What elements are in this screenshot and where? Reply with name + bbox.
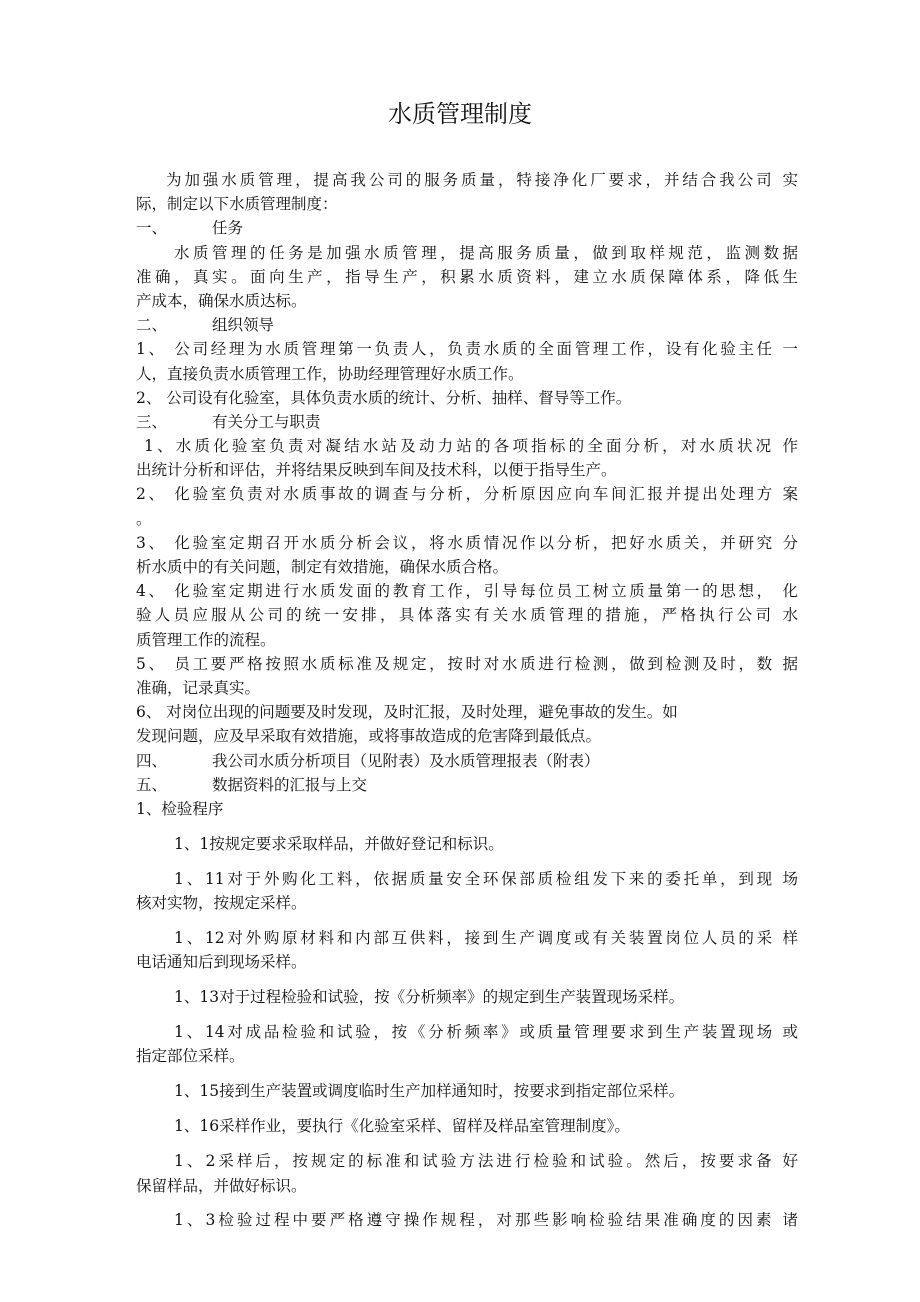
- paragraph-line: 6、 对岗位出现的问题要及时发现，及时汇报，及时处理，避免事故的发生。如: [136, 703, 678, 722]
- paragraph-line: 验人员应服从公司的统一安排，具体落实有关水质管理的措施，严格执行公司 水: [136, 606, 798, 625]
- section-number: 一、: [136, 219, 168, 238]
- document-title: 水质管理制度: [388, 100, 532, 128]
- section-number: 二、: [136, 316, 168, 335]
- section-title: 我公司水质分析项目（见附表）及水质管理报表（附表）: [212, 751, 600, 770]
- section-number: 五、: [136, 775, 168, 794]
- section-heading: [136, 216, 798, 240]
- paragraph-line: 指定部位采样。: [136, 1047, 245, 1066]
- paragraph-line: 1、16采样作业，要执行《化验室采样、留样及样品室管理制度》。: [174, 1117, 630, 1136]
- paragraph-line: 2、 化验室负责对水质事故的调查与分析，分析原因应向车间汇报并提出处理方 案: [136, 485, 798, 504]
- section-number: 四、: [136, 751, 168, 770]
- paragraph-line: 质管理工作的流程。: [136, 630, 276, 649]
- paragraph-line: 水质管理的任务是加强水质管理，提高服务质量，做到取样规范，监测数据: [174, 243, 798, 262]
- paragraph-line: 。: [136, 509, 152, 528]
- paragraph-line: 1、2采样后，按规定的标准和试验方法进行检验和试验。然后，按要求备 好: [174, 1152, 798, 1171]
- paragraph-line: 5、 员工要严格按照水质标准及规定，按时对水质进行检测，做到检测及时，数 据: [136, 654, 798, 673]
- section-heading: [136, 749, 798, 773]
- paragraph-line: 3、 化验室定期召开水质分析会议，将水质情况作以分析，把好水质关，并研究 分: [136, 533, 798, 552]
- document-body: [136, 168, 798, 1233]
- paragraph-line: 2、 公司设有化验室，具体负责水质的统计、分析、抽样、督导等工作。: [136, 388, 632, 407]
- paragraph-line: 1、检验程序: [136, 799, 224, 818]
- paragraph-line: 核对实物，按规定采样。: [136, 894, 307, 913]
- paragraph-line: 电话通知后到现场采样。: [136, 953, 307, 972]
- section-title: 任务: [212, 219, 244, 238]
- paragraph-line: 保留样品，并做好标识。: [136, 1176, 307, 1195]
- paragraph-line: 准确，真实。面向生产，指导生产，积累水质资料，建立水质保障体系，降低生: [136, 267, 798, 286]
- paragraph-line: 1、14对成品检验和试验，按《分析频率》或质量管理要求到生产装置现场 或: [174, 1023, 798, 1042]
- paragraph-line: 产成本，确保水质达标。: [136, 291, 307, 310]
- paragraph-line: 为加强水质管理，提高我公司的服务质量，特接净化厂要求，并结合我公司 实: [166, 171, 798, 189]
- paragraph-line: 出统计分析和评估，并将结果反映到车间及技术科，以便于指导生产。: [136, 461, 617, 480]
- paragraph-line: 1、 公司经理为水质管理第一负责人，负责水质的全面管理工作，设有化验主任 一: [136, 340, 798, 359]
- section-heading: [136, 313, 798, 337]
- paragraph-line: 1、1按规定要求采取样品，并做好登记和标识。: [174, 834, 504, 853]
- paragraph-line: 4、 化验室定期进行水质发面的教育工作，引导每位员工树立质量第一的思想， 化: [136, 582, 798, 601]
- paragraph-line: 1、15接到生产装置或调度临时生产加样通知时，按要求到指定部位采样。: [174, 1082, 685, 1101]
- paragraph-line: 析水质中的有关问题，制定有效措施，确保水质合格。: [136, 558, 509, 576]
- paragraph-line: 际，制定以下水质管理制度：: [136, 195, 338, 214]
- section-number: 三、: [136, 412, 168, 431]
- section-heading: [136, 773, 798, 797]
- section-title: 组织领导: [212, 316, 275, 335]
- section-title: 有关分工与职责: [212, 412, 321, 431]
- paragraph-line: 1、12对外购原材料和内部互供料，接到生产调度或有关装置岗位人员的采 样: [174, 929, 798, 948]
- paragraph-line: 1、13对于过程检验和试验，按《分析频率》的规定到生产装置现场采样。: [174, 988, 685, 1007]
- paragraph-line: 人，直接负责水质管理工作，协助经理管理好水质工作。: [136, 364, 524, 383]
- paragraph-line: 发现问题，应及早采取有效措施，或将事故造成的危害降到最低点。: [136, 727, 602, 746]
- section-title: 数据资料的汇报与上交: [212, 775, 368, 794]
- paragraph-line: 1、3检验过程中要严格遵守操作规程，对那些影响检验结果准确度的因素 诸: [174, 1211, 798, 1230]
- paragraph-line: 准确，记录真实。: [136, 678, 261, 697]
- paragraph-line: 1、11对于外购化工料，依据质量安全环保部质检组发下来的委托单，到现 场: [174, 869, 798, 888]
- paragraph-line: 1、水质化验室负责对凝结水站及动力站的各项指标的全面分析，对水质状况 作: [144, 437, 798, 456]
- section-heading: [136, 410, 798, 434]
